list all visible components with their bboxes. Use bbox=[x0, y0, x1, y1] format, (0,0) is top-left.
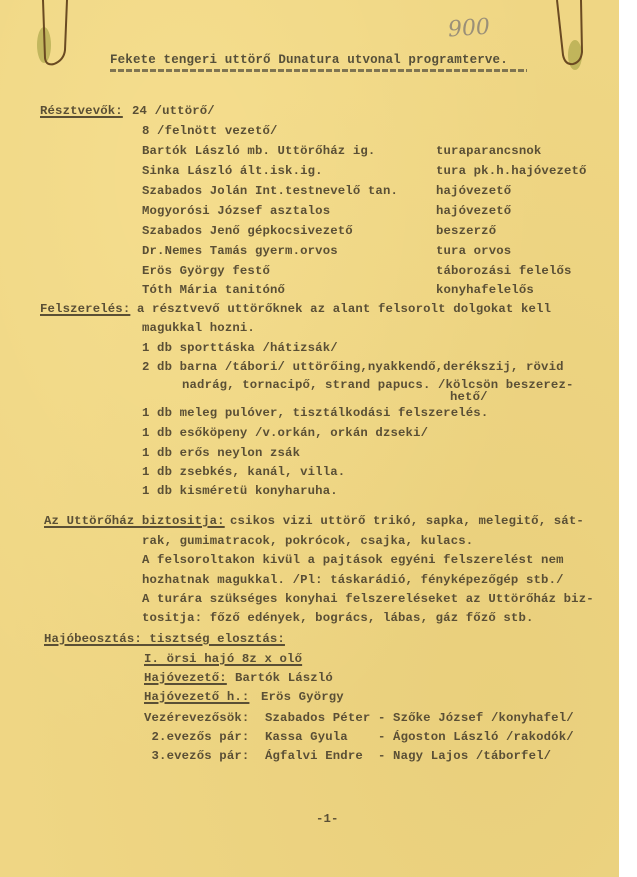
section-label-felszereles: Felszerelés: bbox=[40, 302, 131, 316]
title-underline bbox=[110, 69, 527, 72]
paper-clip-left-icon bbox=[34, 0, 74, 70]
uttorohaz-line: csikos vizi uttörő trikó, sapka, melegitő, sát- bbox=[230, 514, 584, 528]
section-label-hajobeosztas: Hajóbeosztás: tisztség elosztás: bbox=[44, 632, 285, 646]
equipment-item: 1 db erős neylon zsák bbox=[142, 446, 301, 460]
person-role: tura orvos bbox=[436, 244, 512, 258]
count-adults: 8 /felnött vezető/ bbox=[142, 124, 278, 138]
rower-label: 2.evezős pár: bbox=[144, 730, 250, 744]
boat-name: I. örsi hajó 8z x olő bbox=[144, 652, 303, 666]
uttorohaz-line: A felsoroltakon kivül a pajtások egyéni felszerelést nem bbox=[142, 553, 564, 567]
person-name: Dr.Nemes Tamás gyerm.orvos bbox=[142, 244, 338, 258]
person-name: Erös György festő bbox=[142, 264, 270, 278]
uttorohaz-line: A turára szükséges konyhai felszereléseket az Uttörőház biz- bbox=[142, 592, 594, 606]
document-title: Fekete tengeri uttörő Dunatura utvonal programterve. bbox=[110, 53, 508, 67]
section-label-uttorohaz: Az Uttörőház biztositja: bbox=[44, 514, 225, 528]
uttorohaz-line: tositja: főző edények, bogrács, lábas, gáz főző stb. bbox=[142, 611, 534, 625]
person-role: táborozási felelős bbox=[436, 264, 572, 278]
rower-a: Kassa Gyula bbox=[265, 730, 348, 744]
person-name: Mogyorósi József asztalos bbox=[142, 204, 331, 218]
section-label-resztvevok: Résztvevők: bbox=[40, 104, 123, 118]
felszereles-intro: magukkal hozni. bbox=[142, 321, 255, 335]
equipment-item: 1 db esőköpeny /v.orkán, orkán dzseki/ bbox=[142, 426, 429, 440]
person-role: tura pk.h.hajóvezető bbox=[436, 164, 587, 178]
person-role: beszerző bbox=[436, 224, 497, 238]
rower-b: - Szőke József /konyhafel/ bbox=[378, 711, 574, 725]
equipment-item: 1 db meleg pulóver, tisztálkodási felszerelés. bbox=[142, 406, 489, 420]
person-name: Tóth Mária tanitónő bbox=[142, 283, 286, 297]
count-children: 24 /uttörő/ bbox=[132, 104, 215, 118]
uttorohaz-line: rak, gumimatracok, pokrócok, csajka, kulacs. bbox=[142, 534, 474, 548]
equipment-item: hető/ bbox=[450, 390, 488, 404]
boat-deputy: Erös György bbox=[261, 690, 344, 704]
rower-label: 3.evezős pár: bbox=[144, 749, 250, 763]
person-role: hajóvezető bbox=[436, 184, 512, 198]
rower-a: Szabados Péter bbox=[265, 711, 371, 725]
person-name: Szabados Jenő gépkocsivezető bbox=[142, 224, 353, 238]
person-name: Sinka László ált.isk.ig. bbox=[142, 164, 323, 178]
rower-a: Ágfalvi Endre bbox=[265, 749, 363, 763]
boat-leader-label: Hajóvezető: bbox=[144, 671, 227, 685]
equipment-item: 1 db zsebkés, kanál, villa. bbox=[142, 465, 346, 479]
paper-clip-right-icon bbox=[553, 0, 593, 72]
page-number: -1- bbox=[316, 812, 339, 826]
uttorohaz-line: hozhatnak magukkal. /Pl: táskarádió, fényképezőgép stb./ bbox=[142, 573, 564, 587]
boat-leader: Bartók László bbox=[235, 671, 333, 685]
equipment-item: 2 db barna /tábori/ uttörőing,nyakkendő,derékszij, rövid bbox=[142, 360, 564, 374]
rower-label: Vezérevezősök: bbox=[144, 711, 250, 725]
person-name: Bartók László mb. Uttörőház ig. bbox=[142, 144, 376, 158]
equipment-item: nadrág, tornacipő, strand papucs. /kölcsön beszerez- bbox=[182, 378, 574, 392]
person-role: konyhafelelős bbox=[436, 283, 534, 297]
rower-b: - Nagy Lajos /táborfel/ bbox=[378, 749, 552, 763]
equipment-item: 1 db kisméretü konyharuha. bbox=[142, 484, 338, 498]
person-name: Szabados Jolán Int.testnevelő tan. bbox=[142, 184, 398, 198]
person-role: hajóvezető bbox=[436, 204, 512, 218]
rower-b: - Ágoston László /rakodók/ bbox=[378, 730, 574, 744]
felszereles-intro: a résztvevő uttörőknek az alant felsorolt dolgokat kell bbox=[137, 302, 552, 316]
equipment-item: 1 db sporttáska /hátizsák/ bbox=[142, 341, 338, 355]
boat-deputy-label: Hajóvezető h.: bbox=[144, 690, 250, 704]
person-role: turaparancsnok bbox=[436, 144, 542, 158]
handwritten-number: 900 bbox=[447, 14, 491, 43]
